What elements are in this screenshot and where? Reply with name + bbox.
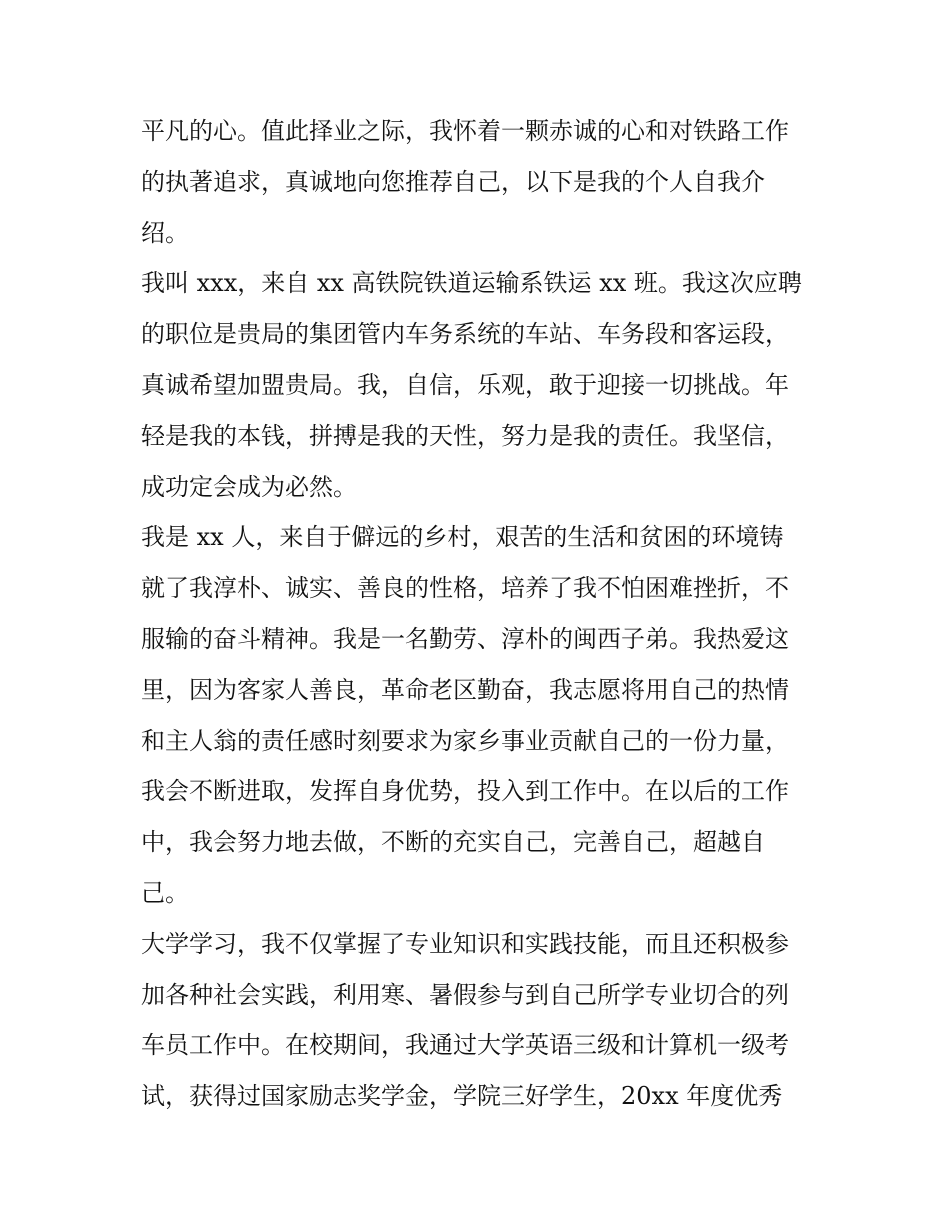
text-line: 里，因为客家人善良，革命老区勤奋，我志愿将用自己的热情 xyxy=(141,675,789,704)
text-line: 我是 xx 人，来自于僻远的乡村，艰苦的生活和贫困的环境铸 xyxy=(141,523,784,552)
text-line: 的职位是贵局的集团管内车务系统的车站、车务段和客运段， xyxy=(141,320,789,349)
text-line: 试，获得过国家励志奖学金，学院三好学生，20xx 年度优秀 xyxy=(141,1082,783,1111)
text-line: 我叫 xxx，来自 xx 高铁院铁道运输系铁运 xx 班。我这次应聘 xyxy=(141,269,802,298)
body-text xyxy=(141,106,821,1122)
text-line: 成功定会成为必然。 xyxy=(141,472,357,501)
text-line: 绍。 xyxy=(141,218,189,247)
text-line: 中，我会努力地去做，不断的充实自己，完善自己，超越自 xyxy=(141,828,765,857)
text-line: 真诚希望加盟贵局。我，自信，乐观，敢于迎接一切挑战。年 xyxy=(141,370,789,399)
text-line: 平凡的心。值此择业之际，我怀着一颗赤诚的心和对铁路工作 xyxy=(141,117,789,145)
text-line: 加各种社会实践，利用寒、暑假参与到自己所学专业切合的列 xyxy=(141,980,789,1009)
text-line: 己。 xyxy=(141,878,189,907)
text-line: 轻是我的本钱，拼搏是我的天性，努力是我的责任。我坚信， xyxy=(141,421,789,450)
text-line: 的执著追求，真诚地向您推荐自己，以下是我的个人自我介 xyxy=(141,167,765,196)
text-line: 车员工作中。在校期间，我通过大学英语三级和计算机一级考 xyxy=(141,1031,789,1060)
text-line: 和主人翁的责任感时刻要求为家乡事业贡献自己的一份力量， xyxy=(141,726,789,755)
text-line: 就了我淳朴、诚实、善良的性格，培养了我不怕困难挫折，不 xyxy=(141,574,789,603)
text-line: 服输的奋斗精神。我是一名勤劳、淳朴的闽西子弟。我热爱这 xyxy=(141,624,789,653)
text-line: 大学学习，我不仅掌握了专业知识和实践技能，而且还积极参 xyxy=(141,929,789,958)
text-line: 我会不断进取，发挥自身优势，投入到工作中。在以后的工作 xyxy=(141,777,789,806)
